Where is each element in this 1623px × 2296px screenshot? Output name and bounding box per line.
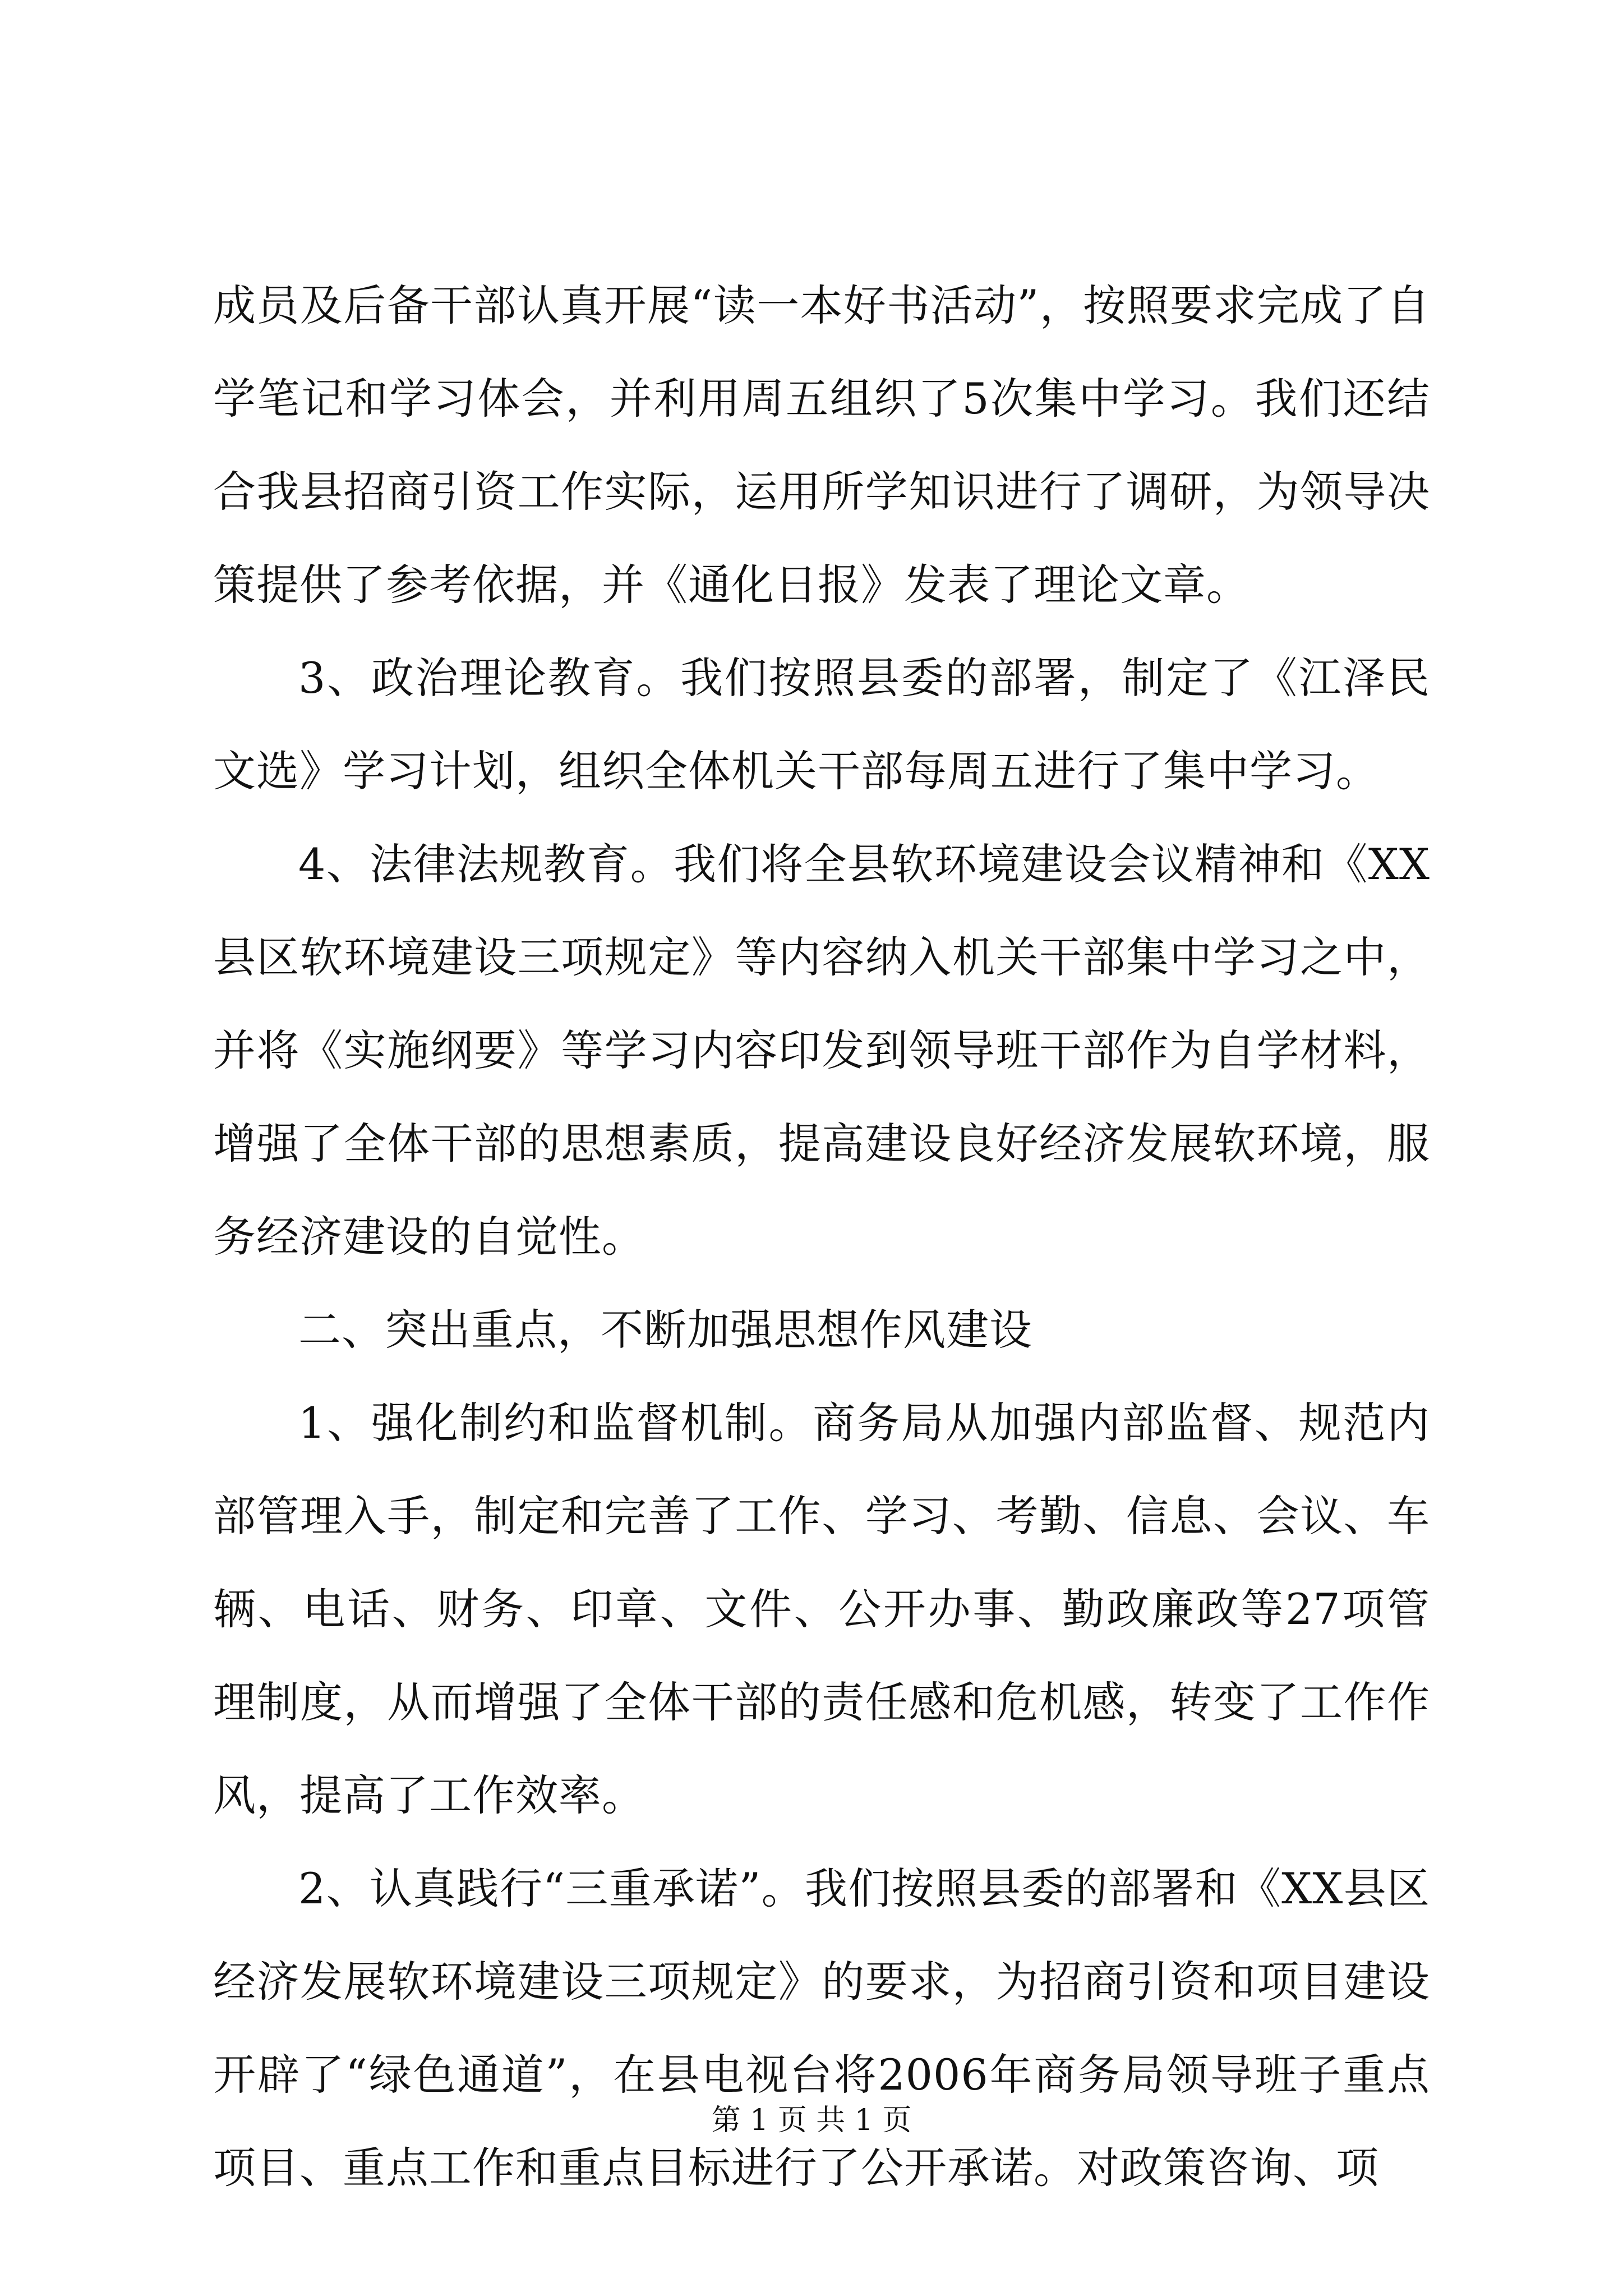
page-number-footer: 第 1 页 共 1 页 [711, 2104, 912, 2137]
section-heading-two: 二、突出重点，不断加强思想作风建设 [298, 1305, 1032, 1355]
paragraph-legal-education: 4、法律法规教育。我们将全县软环境建设会议精神和《XX县区软环境建设三项规定》等内容纳入机关干部集中学习之中，并将《实施纲要》等学习内容印发到领导班干部作为自学材料，增强了全体干部的思想素质，提高建设良好经济发展软环境，服务经济建设的自觉性。 [213, 839, 1430, 1262]
paragraph-continuation: 成员及后备干部认真开展“读一本好书活动”，按照要求完成了自学笔记和学习体会，并利用周五组织了5次集中学习。我们还结合我县招商引资工作实际，运用所学知识进行了调研，为领导决策提供了参考依据，并《通化日报》发表了理论文章。 [213, 280, 1430, 610]
paragraph-supervision: 1、强化制约和监督机制。商务局从加强内部监督、规范内部管理入手，制定和完善了工作、学习、考勤、信息、会议、车辆、电话、财务、印章、文件、公开办事、勤政廉政等27项管理制度，从而增强了全体干部的责任感和危机感，转变了工作作风，提高了工作效率。 [213, 1398, 1430, 1820]
document-body [213, 259, 1430, 2215]
paragraph-commitments: 2、认真践行“三重承诺”。我们按照县委的部署和《XX县区经济发展软环境建设三项规定》的要求，为招商引资和项目建设开辟了“绿色通道”，在县电视台将2006年商务局领导班子重点项目、重点工作和重点目标进行了公开承诺。对政策咨询、项 [213, 1864, 1430, 2193]
paragraph-political-theory: 3、政治理论教育。我们按照县委的部署，制定了《江泽民文选》学习计划，组织全体机关干部每周五进行了集中学习。 [213, 653, 1430, 796]
